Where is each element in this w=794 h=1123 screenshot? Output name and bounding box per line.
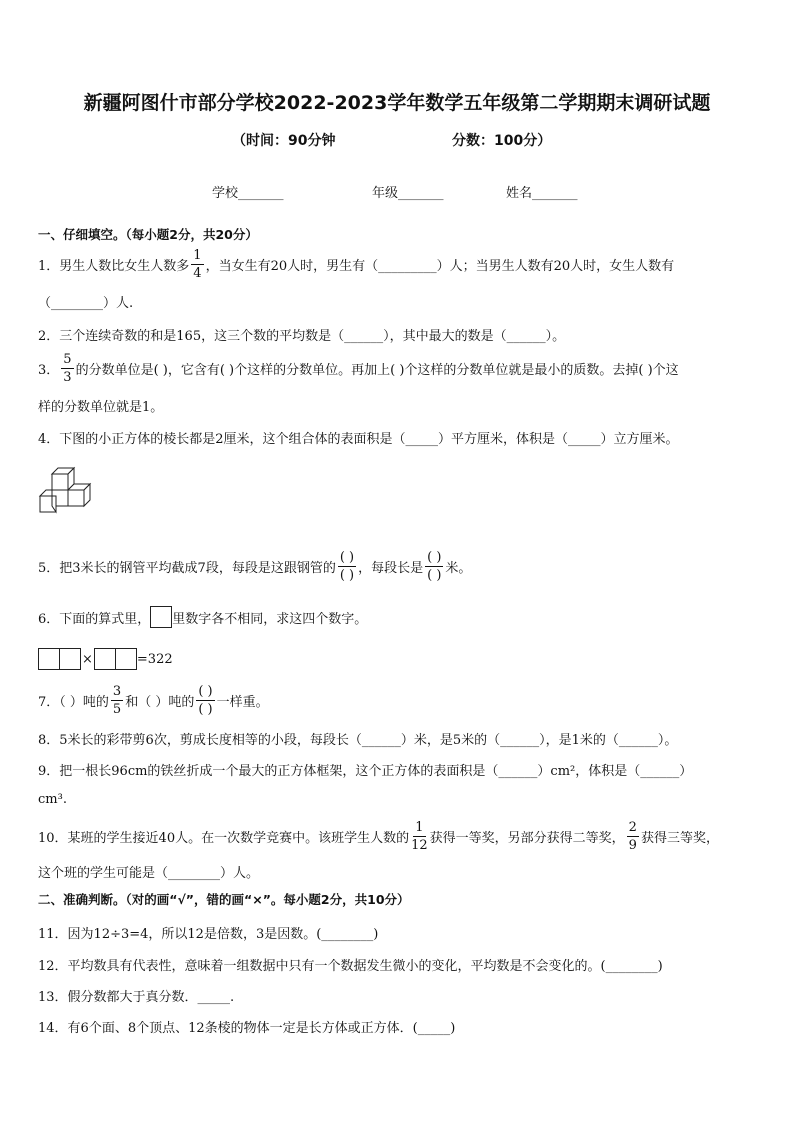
exam-time: （时间：90分钟 <box>232 133 336 149</box>
fraction-denominator: 4 <box>193 265 202 281</box>
blank-fraction <box>425 551 443 582</box>
question-5-text-c: 米。 <box>445 560 472 576</box>
fraction-numerator: 1 <box>193 247 202 263</box>
question-3-line1 <box>38 350 679 386</box>
fraction-numerator: ( ) <box>198 683 213 699</box>
fraction-denominator: ( ) <box>339 567 355 583</box>
digit-box[interactable] <box>59 648 81 670</box>
question-7-text-b: 和（ ）吨的 <box>125 694 195 710</box>
fraction-numerator: 1 <box>415 819 424 835</box>
question-10-line2: 这个班的学生可能是（________）人。 <box>38 866 260 881</box>
page-title: 新疆阿图什市部分学校2022-2023学年数学五年级第二学期期末调研试题 <box>83 92 711 114</box>
question-14: 14．有6个面、8个顶点、12条棱的物体一定是长方体或正方体．(_____) <box>38 1021 456 1036</box>
fraction-denominator: 5 <box>112 701 122 717</box>
fraction-one-quarter <box>191 249 203 280</box>
digit-box[interactable] <box>94 648 116 670</box>
question-1-line2: （________）人. <box>38 296 134 311</box>
section-2-heading: 二、准确判断。（对的画“√”，错的画“×”。每小题2分，共10分） <box>38 892 410 907</box>
fraction-three-fifths <box>111 685 123 716</box>
question-9-line1: 9．把一根长96cm的铁丝折成一个最大的正方体框架，这个正方体的表面积是（______）cm²，体积是（______） <box>38 764 693 779</box>
question-2: 2．三个连续奇数的和是165，这三个数的平均数是（______），其中最大的数是（______）。 <box>38 329 566 344</box>
question-9-line2: cm³. <box>38 792 67 807</box>
exam-score: 分数：100分） <box>452 133 552 149</box>
blank-fraction <box>338 551 356 582</box>
question-6-equation <box>38 648 173 670</box>
digit-box-icon <box>150 606 172 628</box>
fraction-numerator: 5 <box>63 351 72 367</box>
fraction-numerator: 2 <box>628 819 637 835</box>
question-5 <box>38 544 471 588</box>
question-3-text-a: 3． <box>38 362 60 378</box>
question-7-text-a: 7．（ ）吨的 <box>38 694 109 710</box>
question-5-text-b: ，每段长是 <box>358 560 424 576</box>
question-10-line1 <box>38 816 719 856</box>
fraction-denominator: 3 <box>63 369 72 385</box>
question-10-text-a: 10．某班的学生接近40人。在一次数学竞赛中。该班学生人数的 <box>38 830 410 846</box>
name-field: 姓名_______ <box>506 186 578 201</box>
question-6 <box>38 606 367 628</box>
question-12: 12．平均数具有代表性，意味着一组数据中只有一个数据发生微小的变化，平均数是不会变化的。(________) <box>38 959 663 974</box>
question-4: 4．下图的小正方体的棱长都是2厘米，这个组合体的表面积是（_____）平方厘米，体积是（_____）立方厘米。 <box>38 432 679 447</box>
digit-box[interactable] <box>115 648 137 670</box>
question-3-text-b: 的分数单位是( )，它含有( )个这样的分数单位。再加上( )个这样的分数单位就是最小的质数。去掉( )个这 <box>75 362 679 378</box>
question-6-text-b: 里数字各不相同，求这四个数字。 <box>172 611 368 627</box>
grade-field: 年级_______ <box>372 186 444 201</box>
fraction-two-ninths <box>627 821 639 852</box>
school-field: 学校_______ <box>212 186 284 201</box>
question-11: 11．因为12÷3=4，所以12是倍数，3是因数。(________) <box>38 927 379 942</box>
question-1-line1 <box>38 246 674 282</box>
question-3-line2: 样的分数单位就是1。 <box>38 400 164 415</box>
blank-fraction <box>196 685 214 716</box>
question-5-text-a: 5．把3米长的钢管平均截成7段，每段是这跟钢管的 <box>38 560 336 576</box>
digit-box[interactable] <box>38 648 60 670</box>
question-1-text-b: ，当女生有20人时，男生有（_________）人；当男生人数有20人时，女生人数有 <box>205 258 675 274</box>
question-7-text-c: 一样重。 <box>216 694 269 710</box>
fraction-denominator: 12 <box>411 837 428 853</box>
fraction-denominator: ( ) <box>427 567 442 583</box>
fraction-five-thirds <box>61 353 73 384</box>
fraction-one-twelfth <box>411 821 428 852</box>
fraction-numerator: 3 <box>112 683 122 699</box>
question-1-text-a: 1．男生人数比女生人数多 <box>38 258 190 274</box>
question-13: 13．假分数都大于真分数．_____. <box>38 990 235 1005</box>
section-1-heading: 一、仔细填空。（每小题2分，共20分） <box>38 227 258 242</box>
times-sign: × <box>82 651 93 667</box>
question-7 <box>38 678 269 722</box>
fraction-denominator: 9 <box>628 837 637 853</box>
question-10-text-b: 获得一等奖，另部分获得二等奖， <box>429 830 625 846</box>
fraction-denominator: ( ) <box>198 701 213 717</box>
fraction-numerator: ( ) <box>427 549 442 565</box>
question-8: 8．5米长的彩带剪6次，剪成长度相等的小段，每段长（______）米，是5米的（______），是1米的（______）。 <box>38 733 678 748</box>
cube-stack-figure <box>38 466 94 520</box>
question-6-text-a: 6．下面的算式里， <box>38 611 151 627</box>
equation-result: =322 <box>136 651 173 667</box>
question-10-text-c: 获得三等奖， <box>640 830 719 846</box>
fraction-numerator: ( ) <box>339 549 355 565</box>
